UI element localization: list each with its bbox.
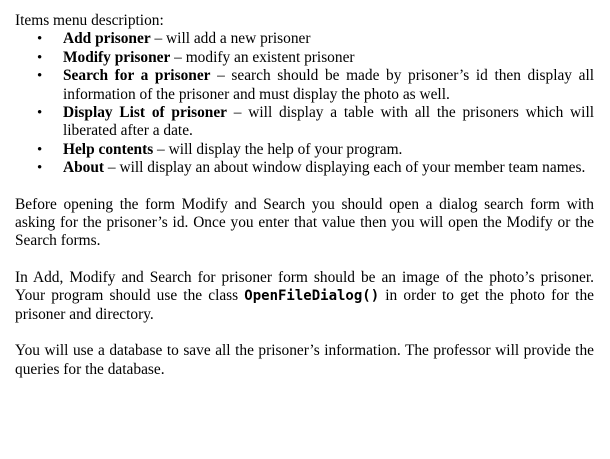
item-description: – search should be made by prisoner’s id then display all information of the prisoner and must display the photo as well.	[63, 67, 594, 103]
paragraph-photo	[15, 269, 594, 324]
list-item	[37, 48, 594, 67]
item-description: – will display an about window displaying each of your member team names.	[104, 159, 586, 177]
list-item	[37, 104, 595, 141]
bullet-icon: •	[37, 141, 43, 158]
item-term: Modify prisoner	[63, 48, 171, 66]
document-page	[15, 12, 594, 379]
bullet-icon: •	[37, 31, 43, 48]
list-item	[37, 30, 594, 48]
item-description: – will display a table with all the prisoners which will liberated after a date.	[63, 104, 595, 140]
bullet-icon: •	[37, 68, 43, 85]
list-item	[37, 140, 594, 159]
item-term: Add prisoner	[63, 30, 151, 48]
bullet-icon: •	[37, 160, 43, 177]
bullet-icon: •	[37, 105, 43, 122]
list-item	[37, 67, 594, 104]
paragraph-text: In Add, Modify and Search for prisoner form should be an image of the photo’s prisoner. Your program should use the class	[15, 268, 594, 305]
item-term: Search for a prisoner	[63, 67, 211, 85]
bullet-icon: •	[37, 49, 43, 66]
item-description: – modify an existent prisoner	[170, 48, 355, 66]
menu-items-list	[15, 30, 594, 177]
item-term: Help contents	[63, 140, 154, 158]
list-item	[37, 159, 594, 177]
items-menu-heading: Items menu description:	[15, 12, 164, 29]
paragraph-text: in order to get the photo for the prisoner and directory.	[15, 287, 594, 323]
item-description: – will display the help of your program.	[153, 140, 403, 158]
item-description: – will add a new prisoner	[150, 30, 311, 48]
paragraph-database: You will use a database to save all the prisoner’s information. The professor will provide the queries for the database.	[15, 342, 594, 378]
item-term: About	[63, 159, 105, 177]
paragraph-search-dialog: Before opening the form Modify and Search you should open a dialog search form with asking for the prisoner’s id. Once you enter that value then you will open the Modify or the Search forms.	[15, 195, 594, 250]
item-term: Display List of prisoner	[63, 104, 228, 122]
code-snippet: OpenFileDialog()	[244, 288, 380, 305]
